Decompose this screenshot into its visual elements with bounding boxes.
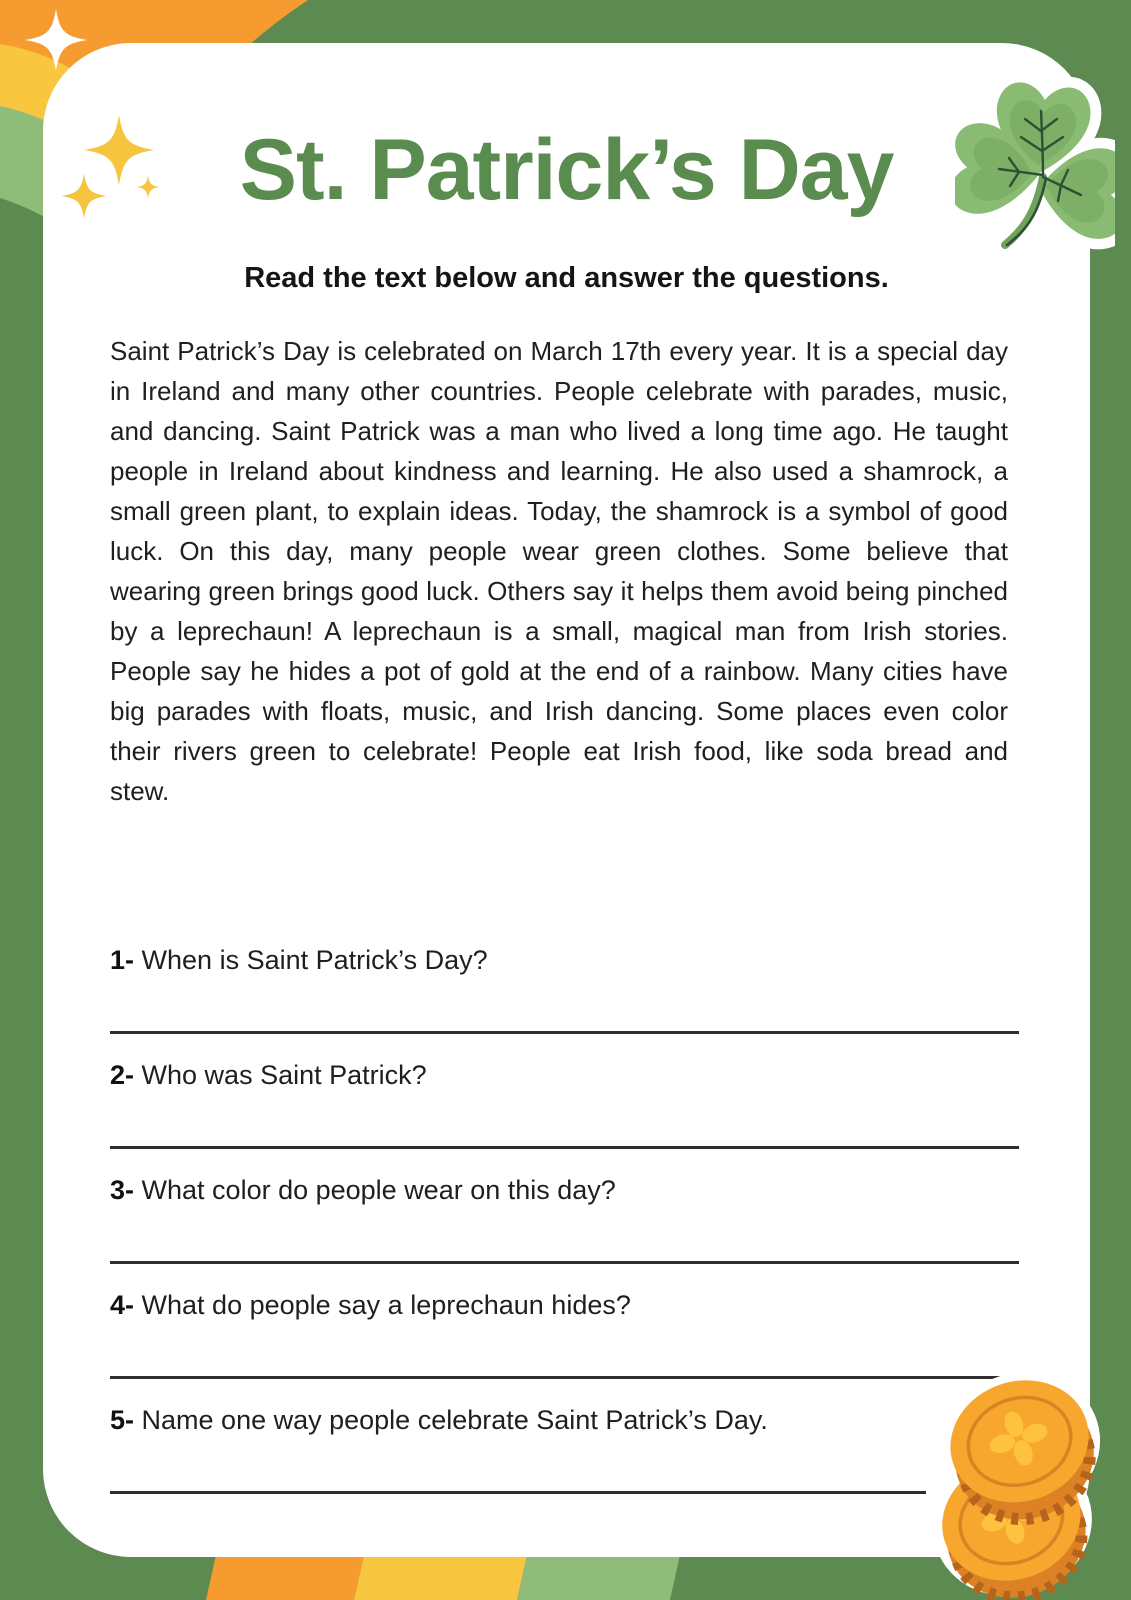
question-label: Who was Saint Patrick? [141,1060,427,1090]
answer-line [110,1491,926,1494]
answer-line [110,1261,1019,1264]
question-item [110,1173,1019,1264]
question-text [110,1288,1019,1322]
question-label: What color do people wear on this day? [141,1175,616,1205]
question-label: Name one way people celebrate Saint Patrick’s Day. [141,1405,768,1435]
answer-line [110,1146,1019,1149]
question-number: 3- [110,1175,135,1205]
question-text [110,1403,1019,1437]
question-item [110,1288,1019,1379]
question-item [110,1403,1019,1494]
worksheet-card [43,43,1090,1557]
question-number: 2- [110,1060,135,1090]
page-title: St. Patrick’s Day [239,122,894,218]
question-number: 1- [110,945,135,975]
reading-passage: Saint Patrick’s Day is celebrated on March 17th every year. It is a special day in Ireland and many other countries. People celebrate with parades, music, and dancing. Saint Patrick was a man who lived a long time ago. He taught people in Ireland about kindness and learning. He also used a shamrock, a small green plant, to explain ideas. Today, the shamrock is a symbol of good luck. On this day, many people wear green clothes. Some believe that wearing green brings good luck. Others say it helps them avoid being pinched by a leprechaun! A leprechaun is a small, magical man from Irish stories. People say he hides a pot of gold at the end of a rainbow. Many cities have big parades with floats, music, and Irish dancing. Some places even color their rivers green to celebrate! People eat Irish food, like soda bread and stew. [110,336,1008,806]
gold-coins-icon [930,1370,1131,1600]
question-item [110,943,1019,1034]
shamrock-icon [955,75,1115,255]
question-text [110,943,1019,977]
instruction-text: Read the text below and answer the questions. [244,262,889,294]
questions-list [110,943,1019,1518]
question-item [110,1058,1019,1149]
answer-line [110,1031,1019,1034]
question-text [110,1058,1019,1092]
answer-line [110,1376,1019,1379]
question-number: 5- [110,1405,135,1435]
question-number: 4- [110,1290,135,1320]
question-text [110,1173,1019,1207]
question-label: When is Saint Patrick’s Day? [141,945,488,975]
question-label: What do people say a leprechaun hides? [141,1290,631,1320]
